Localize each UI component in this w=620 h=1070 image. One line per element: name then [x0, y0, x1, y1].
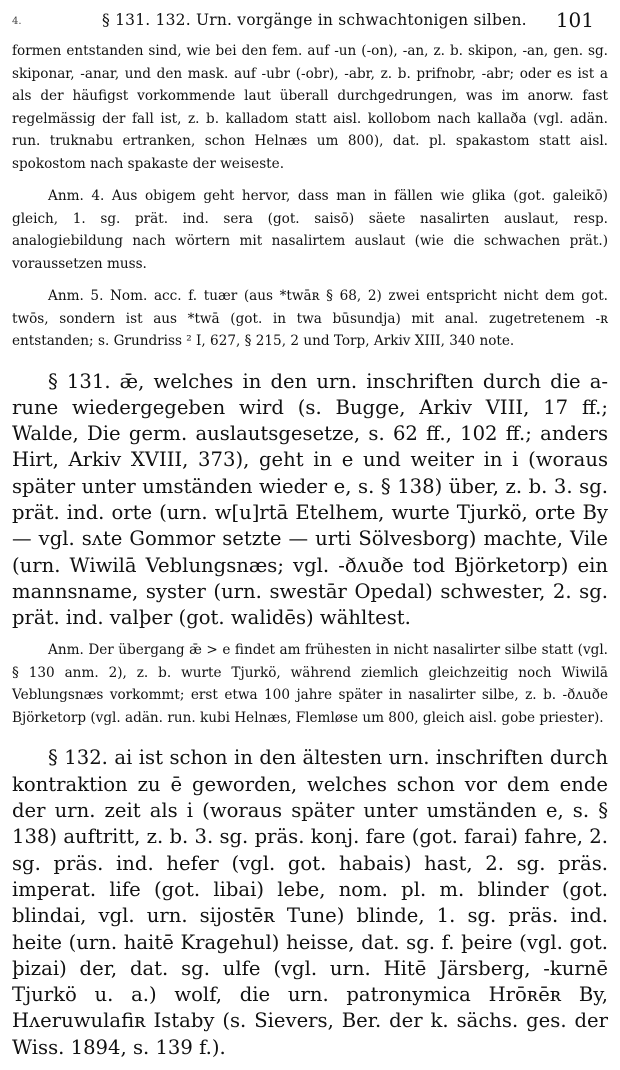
page-number: 101 — [555, 8, 594, 32]
section-132: § 132. ai ist schon in den ältesten urn. inschriften durch kontraktion zu ē geworden, welches schon vor dem ende der urn. zeit als i (woraus später unter umständen e, s. § 138) auftritt, z. b. 3. sg. präs. konj. fare (got. farai) fahre, 2. sg. präs. ind. hefer (vgl. got. habais) hast, 2. sg. präs. imperat. life (got. libai) lebe, nom. pl. m. blinder (got. blindai, vgl. urn. sijostēʀ Tune) blinde, 1. sg. präs. ind. heite (urn. haitē Kragehul) heisse, dat. sg. f. þeire (vgl. got. þizai) der, dat. sg. ulfe (vgl. urn. Hitē Järsberg, -kurnē Tjurkö u. a.) wolf, die urn. patronymica Hrōʀēʀ By, Hʌeruwulafiʀ Istaby (s. Sievers, Ber. der k. sächs. ges. der Wiss. 1894, s. 139 f.). — [12, 746, 608, 1059]
note-anm-4: Anm. 4. Aus obigem geht hervor, dass man in fällen wie glika (got. galeikō) gleich, 1. sg. prät. ind. sera (got. saisō) säete nasalirten auslaut, resp. analogiebildung nach wörtern mit nasalirtem auslaut (wie die schwachen prät.) voraussetzen muss. — [12, 188, 608, 272]
paragraph-continuation: formen entstanden sind, wie bei den fem. auf -un (-on), -an, z. b. skipon, -an, gen. sg. skiponar, -anar, und den mask. auf -ubr (-obr), -abr, z. b. prifnobr, -abr; oder es ist a als der häufigst vorkommende laut überall durchgedrungen, was im anorw. fast regelmässig der fall ist, z. b. kalladom statt aisl. kollobom nach kallaða (vgl. adän. run. truknabu ertranken, schon Helnæs um 800), dat. pl. spakastom statt aisl. spokostom nach spakaste der weiseste. — [12, 43, 608, 172]
note-section-131: Anm. Der übergang ǣ > e findet am frühesten in nicht nasalirter silbe statt (vgl. § 130 anm. 2), z. b. wurte Tjurkö, während ziemlich gleichzeitig noch Wiwilā Veblungsnæs vorkommt; erst etwa 100 jahre später in nasalirter silbe, z. b. -ðʌuðe Björketorp (vgl. adän. run. kubi Helnæs, Flemløse um 800, gleich aisl. gobe priester). — [12, 642, 608, 726]
running-title: § 131. 132. Urn. vorgänge in schwachtonigen silben. — [102, 11, 527, 29]
section-131: § 131. ǣ, welches in den urn. inschriften durch die a-rune wiedergegeben wird (s. Bugge, Arkiv VIII, 17 ff.; Walde, Die germ. auslautsgesetze, s. 62 ff., 102 ff.; anders Hirt, Arkiv XVIII, 373), geht in e und weiter in i (woraus später unter umständen wieder e, s. § 138) über, z. b. 3. sg. prät. ind. orte (urn. w[u]rtā Etelhem, wurte Tjurkö, orte By — vgl. sʌte Gommor setzte — urti Sölvesborg) machte, Vile (urn. Wiwilā Veblungsnæs; vgl. -ðʌuðe tod Björketorp) ein mannsname, syster (urn. swestār Opedal) schwester, 2. sg. prät. ind. valþer (got. walidēs) wähltest. — [12, 369, 608, 630]
margin-mark: 4. — [12, 16, 22, 27]
note-anm-5: Anm. 5. Nom. acc. f. tuær (aus *twāʀ § 68, 2) zwei entspricht nicht dem got. twōs, sondern ist aus *twā (got. in twa būsundja) mit anal. zugetretenem -ʀ entstanden; s. Grundriss ² I, 627, § 215, 2 und Torp, Arkiv XIII, 340 note. — [12, 288, 608, 349]
running-header — [12, 6, 608, 40]
